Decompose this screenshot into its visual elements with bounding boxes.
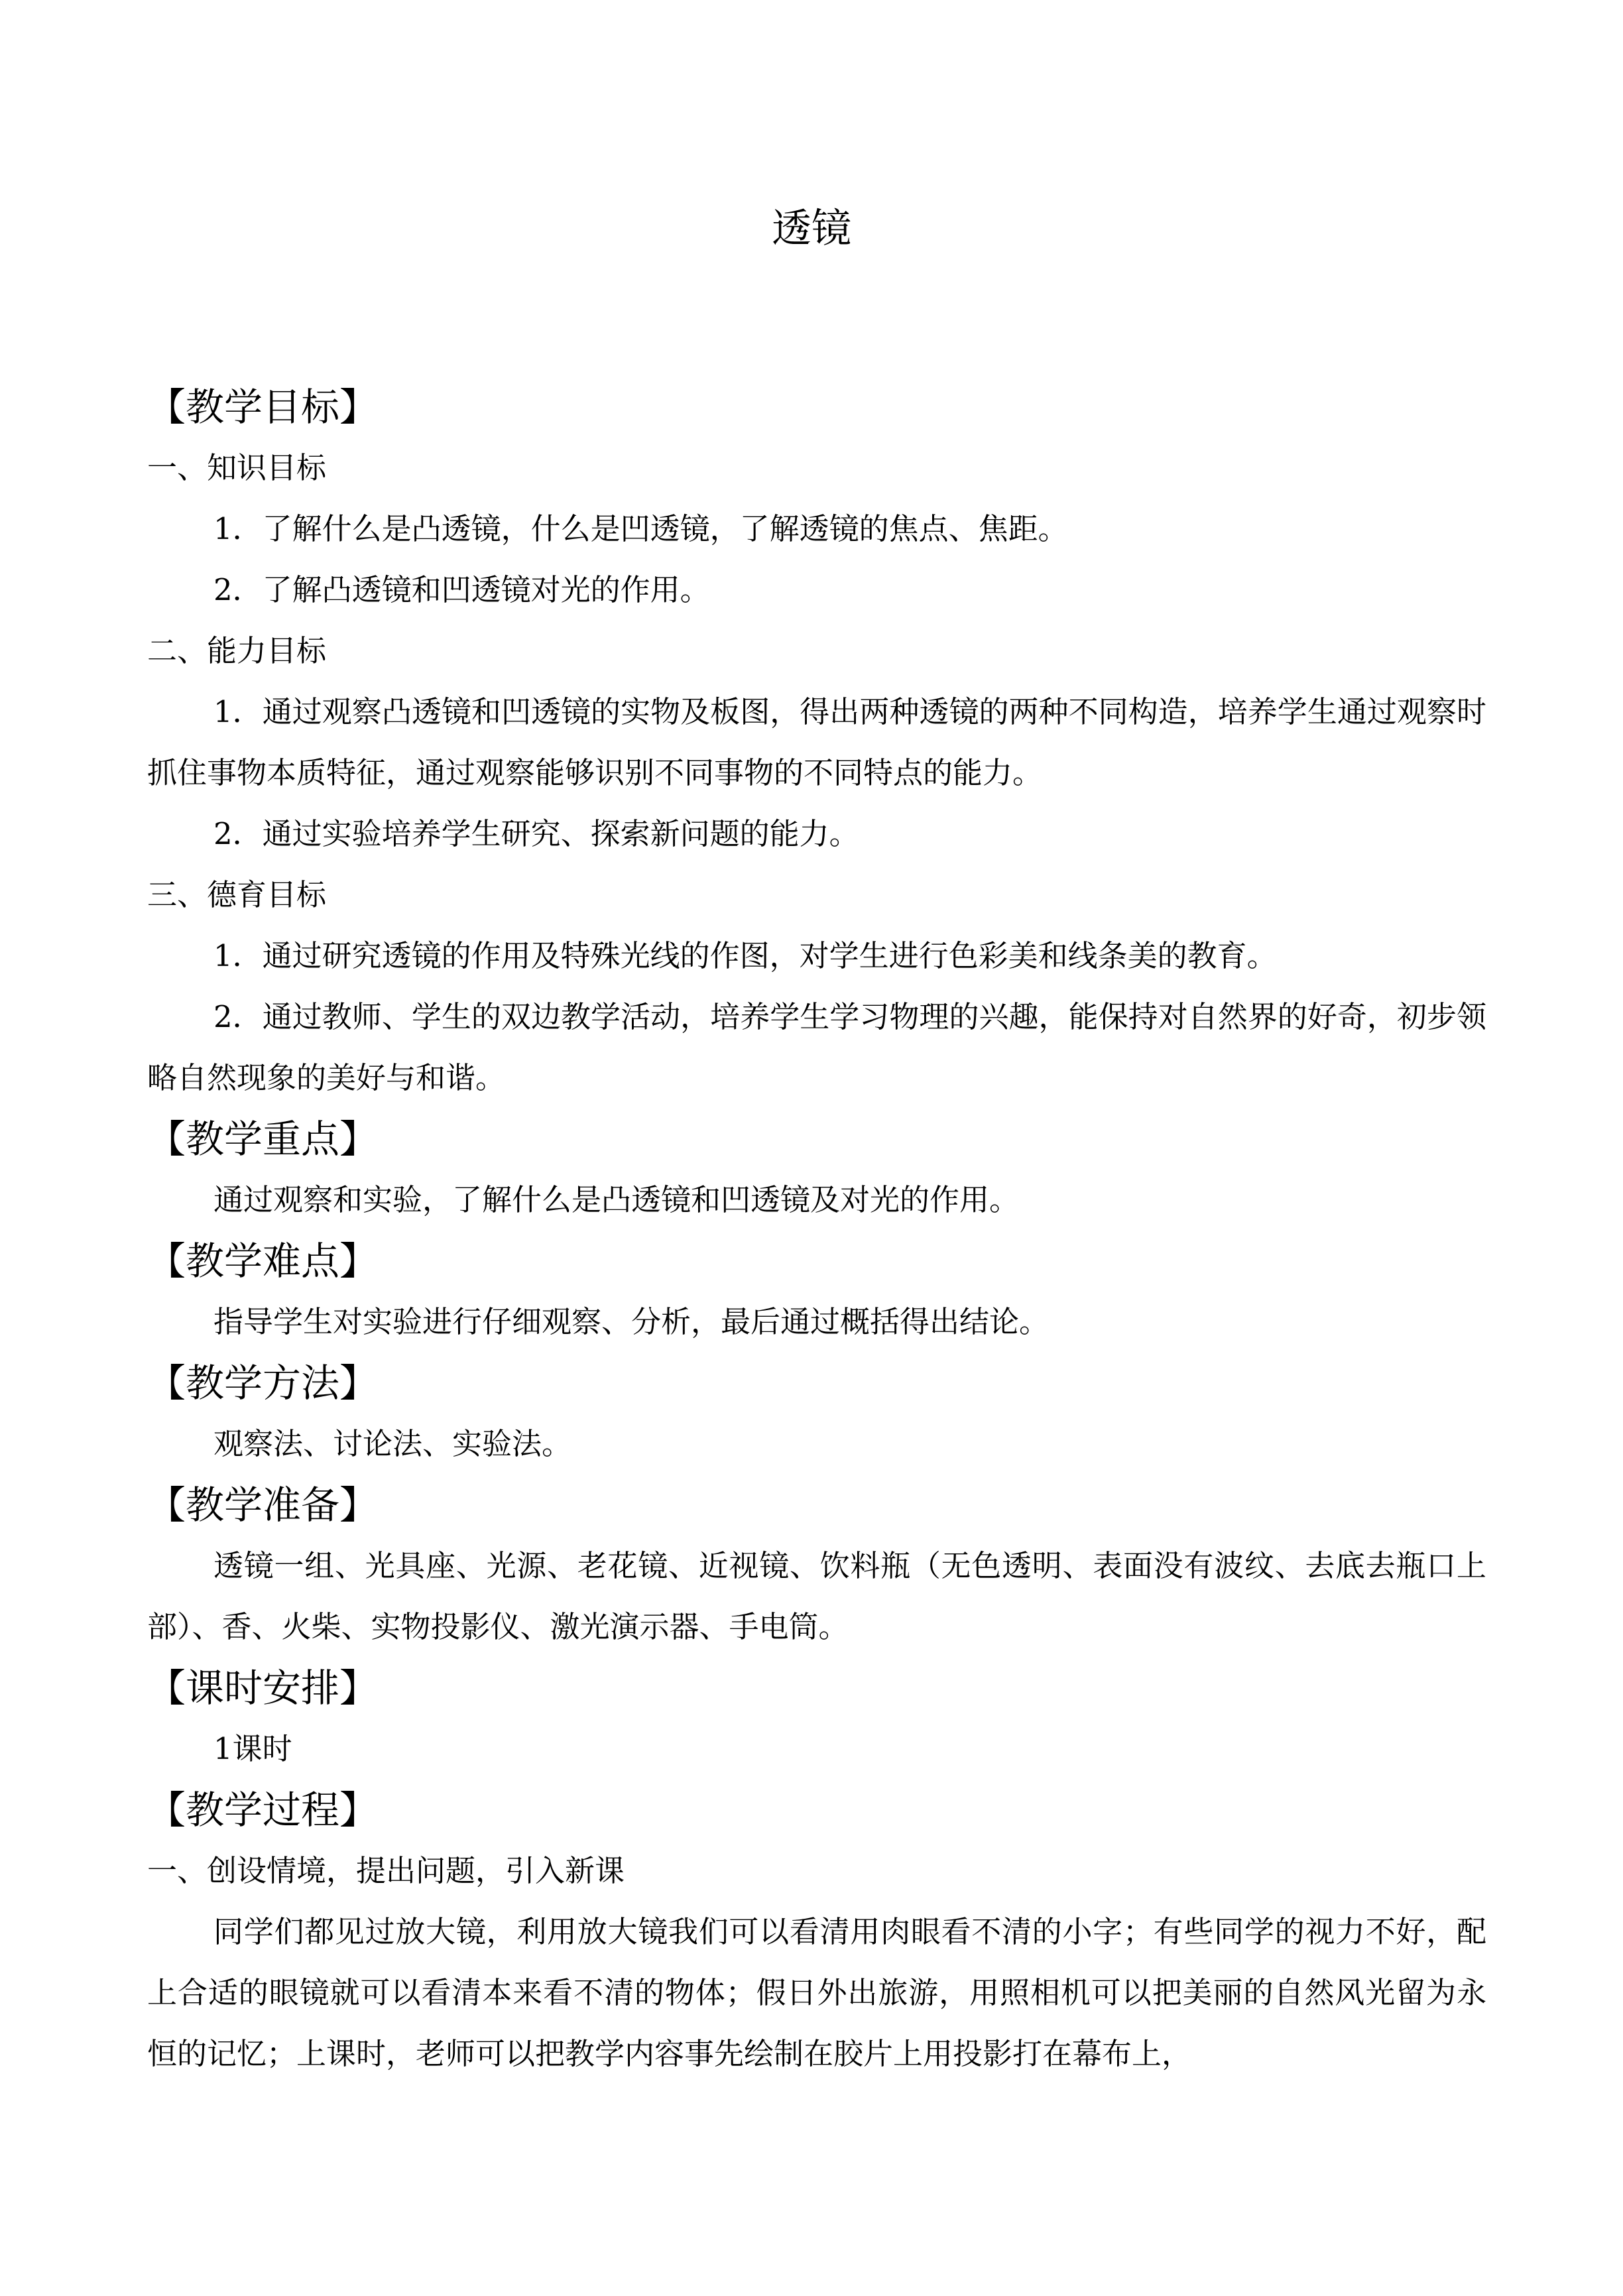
- section-heading-objectives: 【教学目标】: [147, 385, 379, 430]
- paragraph-difficulties: 指导学生对实验进行仔细观察、分析，最后通过概括得出结论。: [213, 1304, 1050, 1339]
- paragraph-preparation: 透镜一组、光具座、光源、老花镜、近视镜、饮料瓶（无色透明、表面没有波纹、去底去瓶口上部）、香、火柴、实物投影仪、激光演示器、手电筒。: [147, 1548, 1486, 1644]
- subheading-moral-goals: 三、德育目标: [147, 877, 327, 912]
- paragraph-moral-2: 2．通过教师、学生的双边教学活动，培养学生学习物理的兴趣，能保持对自然界的好奇，初步领略自然现象的美好与和谐。: [147, 999, 1486, 1095]
- section-heading-process: 【教学过程】: [147, 1787, 379, 1833]
- paragraph-ability-1: 1．通过观察凸透镜和凹透镜的实物及板图，得出两种透镜的两种不同构造，培养学生通过观察时抓住事物本质特征，通过观察能够识别不同事物的不同特点的能力。: [147, 694, 1486, 790]
- document-body: [147, 377, 1486, 2085]
- section-heading-key-points: 【教学重点】: [147, 1117, 379, 1162]
- paragraph-methods: 观察法、讨论法、实验法。: [213, 1426, 572, 1461]
- section-heading-schedule: 【课时安排】: [147, 1665, 379, 1711]
- subheading-introduction: 一、创设情境，提出问题，引入新课: [147, 1853, 625, 1888]
- section-heading-methods: 【教学方法】: [147, 1360, 379, 1406]
- paragraph-schedule: 1课时: [213, 1731, 292, 1766]
- paragraph-knowledge-1: 1．了解什么是凸透镜，什么是凹透镜，了解透镜的焦点、焦距。: [213, 511, 1068, 546]
- subheading-ability-goals: 二、能力目标: [147, 633, 327, 668]
- subheading-knowledge-goals: 一、知识目标: [147, 450, 327, 485]
- document-title: 透镜: [772, 206, 851, 252]
- paragraph-introduction: 同学们都见过放大镜，利用放大镜我们可以看清用肉眼看不清的小字；有些同学的视力不好，配上合适的眼镜就可以看清本来看不清的物体；假日外出旅游，用照相机可以把美丽的自然风光留为永恒的记忆；上课时，老师可以把教学内容事先绘制在胶片上用投影打在幕布上，: [147, 1914, 1486, 2071]
- paragraph-knowledge-2: 2．了解凸透镜和凹透镜对光的作用。: [213, 572, 710, 607]
- paragraph-ability-2: 2．通过实验培养学生研究、探索新问题的能力。: [213, 816, 859, 851]
- paragraph-moral-1: 1．通过研究透镜的作用及特殊光线的作图，对学生进行色彩美和线条美的教育。: [213, 938, 1277, 973]
- paragraph-key-points: 通过观察和实验，了解什么是凸透镜和凹透镜及对光的作用。: [213, 1182, 1020, 1217]
- section-heading-preparation: 【教学准备】: [147, 1482, 379, 1528]
- section-heading-difficulties: 【教学难点】: [147, 1239, 379, 1284]
